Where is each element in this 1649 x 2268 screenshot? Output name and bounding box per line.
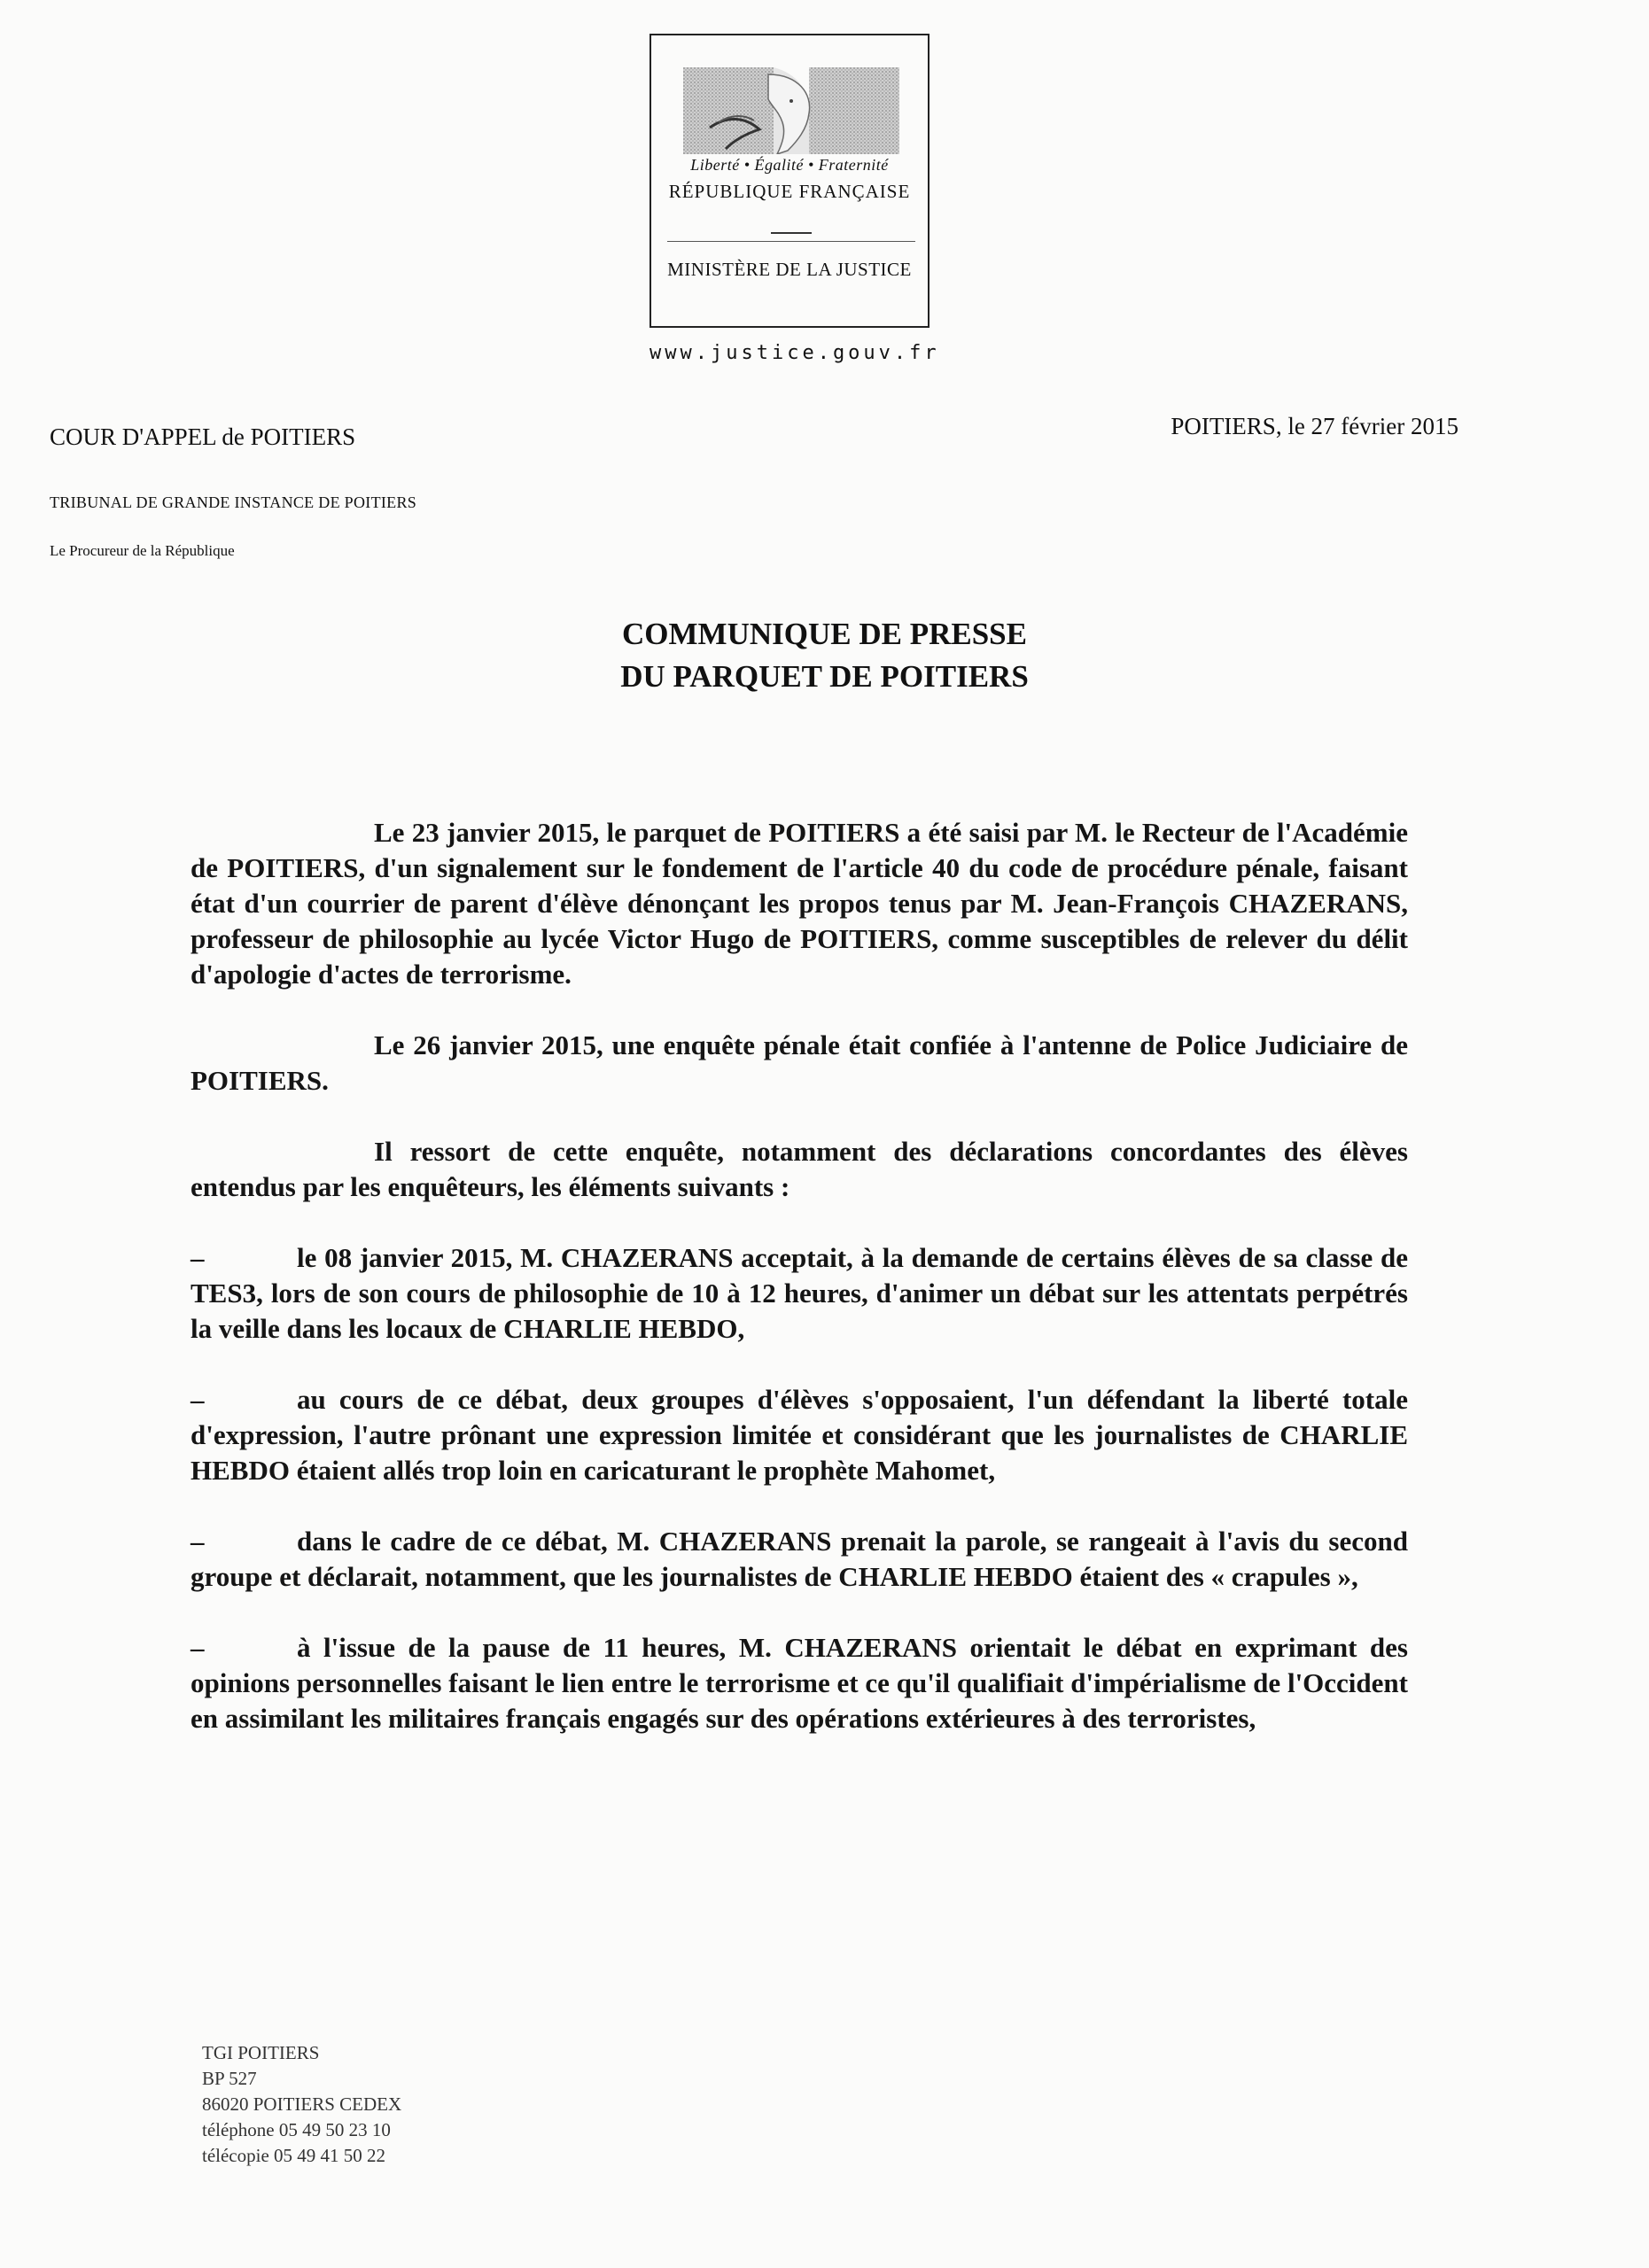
list-item-text: dans le cadre de ce débat, M. CHAZERANS prenait la parole, se rangeait à l'avis du second groupe et déclarait, notamment, que les journalistes de CHARLIE HEBDO étaient des « crapules », <box>191 1526 1408 1592</box>
tribunal-name: TRIBUNAL DE GRANDE INSTANCE DE POITIERS <box>50 493 417 511</box>
document-title <box>0 613 1649 698</box>
list-item-text: le 08 janvier 2015, M. CHAZERANS acceptait, à la demande de certains élèves de sa classe de TES3, lors de son cours de philosophie de 10 à 12 heures, d'animer un débat sur les attentats perpétrés la veille dans les locaux de CHARLIE HEBDO, <box>191 1242 1408 1344</box>
title-line-2: DU PARQUET DE POITIERS <box>620 659 1029 694</box>
sender-office: Le Procureur de la République <box>50 542 235 559</box>
document-body <box>191 815 1408 1772</box>
dash-bullet: – <box>191 1526 205 1557</box>
dash-bullet: – <box>191 1242 205 1273</box>
list-item-text: à l'issue de la pause de 11 heures, M. CHAZERANS orientait le débat en exprimant des opinions personnelles faisant le lien entre le terrorisme et ce qu'il qualifiait d'impérialisme de l'Occident en assimilant les militaires français engagés sur des opérations extérieures à des terroristes, <box>191 1632 1408 1734</box>
republic-name: RÉPUBLIQUE FRANÇAISE <box>668 181 911 202</box>
paragraph: Le 26 janvier 2015, une enquête pénale était confiée à l'antenne de Police Judiciaire de POITIERS. <box>191 1029 1408 1096</box>
footer-fax: télécopie 05 49 41 50 22 <box>202 2145 386 2166</box>
document-date: POITIERS, le 27 février 2015 <box>1171 413 1458 439</box>
dash-bullet: – <box>191 1384 205 1415</box>
logo-divider-short <box>771 232 812 234</box>
footer-line: BP 527 <box>202 2068 257 2089</box>
dash-bullet: – <box>191 1632 205 1663</box>
list-item <box>191 1240 1408 1347</box>
footer-phone: téléphone 05 49 50 23 10 <box>202 2119 391 2140</box>
title-line-1: COMMUNIQUE DE PRESSE <box>622 617 1027 651</box>
ministry-logo <box>649 34 930 328</box>
paragraph: Le 23 janvier 2015, le parquet de POITIERS a été saisi par M. le Recteur de l'Académie de POITIERS, d'un signalement sur le fondement de l'article 40 du code de procédure pénale, faisant état d'un courrier de parent d'élève dénonçant les propos tenus par M. Jean-François CHAZERANS, professeur de philosophie au lycée Victor Hugo de POITIERS, comme susceptibles de relever du délit d'apologie d'actes de terrorisme. <box>191 817 1408 990</box>
list-item-text: au cours de ce débat, deux groupes d'élèves s'opposaient, l'un défendant la liberté totale d'expression, l'autre prônant une expression limitée et considérant que les journalistes de CHARLIE HEBDO étaient allés trop loin en caricaturant le prophète Mahomet, <box>191 1384 1408 1486</box>
marianne-logo-icon <box>683 67 899 154</box>
website-url: www.justice.gouv.fr <box>649 342 940 364</box>
footer-line: TGI POITIERS <box>202 2042 320 2063</box>
list-item <box>191 1524 1408 1595</box>
logo-divider <box>667 241 915 242</box>
list-item <box>191 1630 1408 1736</box>
list-item <box>191 1382 1408 1488</box>
paragraph: Il ressort de cette enquête, notamment des déclarations concordantes des élèves entendus par les enquêteurs, les éléments suivants : <box>191 1136 1408 1202</box>
footer-address <box>202 2040 401 2169</box>
ministry-name: MINISTÈRE DE LA JUSTICE <box>667 259 912 280</box>
motto: Liberté • Égalité • Fraternité <box>690 156 889 174</box>
court-name: COUR D'APPEL de POITIERS <box>50 423 356 450</box>
footer-line: 86020 POITIERS CEDEX <box>202 2093 402 2115</box>
